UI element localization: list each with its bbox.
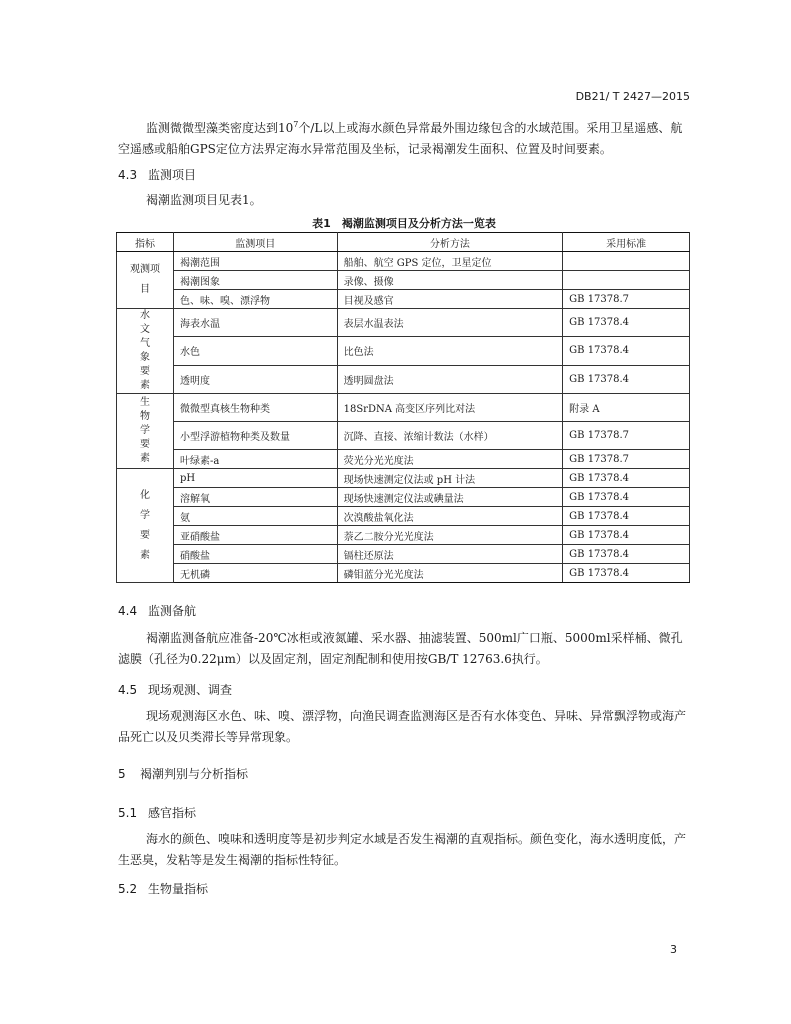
section-5-2-heading: 5.2 生物量指标 bbox=[118, 882, 209, 896]
table-row bbox=[117, 545, 690, 564]
method-cell: 现场快速测定仪法或 pH 计法 bbox=[337, 469, 563, 488]
category-cell: 化学要素 bbox=[117, 469, 174, 583]
item-cell: 硝酸盐 bbox=[173, 545, 337, 564]
standard-cell: GB 17378.4 bbox=[563, 488, 690, 507]
standard-cell: GB 17378.7 bbox=[563, 422, 690, 450]
table-row bbox=[117, 365, 690, 393]
standard-cell: GB 17378.4 bbox=[563, 564, 690, 583]
method-cell: 表层水温表法 bbox=[337, 309, 563, 337]
section-4-5-text: 现场观测海区水色、味、嗅、漂浮物，向渔民调查监测海区是否有水体变色、异味、异常飘浮物或海产品死亡以及贝类滞长等异常现象。 bbox=[118, 709, 687, 744]
section-4-3-heading: 4.3 监测项目 bbox=[118, 168, 197, 182]
document-code: DB21/ T 2427—2015 bbox=[575, 90, 690, 103]
table-row bbox=[117, 309, 690, 337]
item-cell: 褐潮图象 bbox=[173, 271, 337, 290]
item-cell: 褐潮范围 bbox=[173, 252, 337, 271]
table-row bbox=[117, 469, 690, 488]
method-cell: 录像、摄像 bbox=[337, 271, 563, 290]
item-cell: 透明度 bbox=[173, 365, 337, 393]
section-4-4-text: 褐潮监测备航应准备-20℃冰柜或液氮罐、采水器、抽滤装置、500ml广口瓶、5000ml采样桶、微孔滤膜（孔径为0.22μm）以及固定剂，固定剂配制和使用按GB/T 12763.6执行。 bbox=[118, 631, 683, 666]
section-5-1-heading: 5.1 感官指标 bbox=[118, 806, 197, 820]
intro-paragraph: 监测微微型藻类密度达到$10^7$个/L以上或海水颜色异常最外围边缘包含的水域范围。采用卫星遥感、航空遥感或船舶GPS定位方法界定海水异常范围及坐标，记录褐潮发生面积、位置及时间要素。 bbox=[118, 120, 683, 156]
method-cell: 沉降、直接、浓缩计数法（水样） bbox=[337, 422, 563, 450]
item-cell: 亚硝酸盐 bbox=[173, 526, 337, 545]
standard-cell bbox=[563, 252, 690, 271]
header-cell: 监测项目 bbox=[173, 233, 337, 252]
item-cell: 溶解氧 bbox=[173, 488, 337, 507]
table-row bbox=[117, 271, 690, 290]
table-row bbox=[117, 526, 690, 545]
method-cell: 透明圆盘法 bbox=[337, 365, 563, 393]
table-row bbox=[117, 290, 690, 309]
standard-cell: GB 17378.4 bbox=[563, 545, 690, 564]
standard-cell: GB 17378.4 bbox=[563, 365, 690, 393]
category-cell: 水文气象要素 bbox=[117, 309, 174, 394]
item-cell: 小型浮游植物种类及数量 bbox=[173, 422, 337, 450]
table-row bbox=[117, 252, 690, 271]
header-cell: 采用标准 bbox=[563, 233, 690, 252]
item-cell: 无机磷 bbox=[173, 564, 337, 583]
item-cell: 海表水温 bbox=[173, 309, 337, 337]
standard-cell: 附录 A bbox=[563, 394, 690, 422]
item-cell: 水色 bbox=[173, 337, 337, 365]
item-cell: pH bbox=[173, 469, 337, 488]
standard-cell: GB 17378.4 bbox=[563, 309, 690, 337]
category-cell: 生物学要素 bbox=[117, 394, 174, 469]
method-cell: 目视及感官 bbox=[337, 290, 563, 309]
table-row bbox=[117, 564, 690, 583]
table-row bbox=[117, 507, 690, 526]
standard-cell: GB 17378.7 bbox=[563, 290, 690, 309]
standard-cell: GB 17378.4 bbox=[563, 507, 690, 526]
header-cell: 分析方法 bbox=[337, 233, 563, 252]
table-title: 表1 褐潮监测项目及分析方法一览表 bbox=[312, 217, 496, 230]
standard-cell: GB 17378.7 bbox=[563, 450, 690, 469]
standard-cell: GB 17378.4 bbox=[563, 337, 690, 365]
section-5-heading: 5 褐潮判别与分析指标 bbox=[118, 767, 249, 781]
method-cell: 比色法 bbox=[337, 337, 563, 365]
table-row bbox=[117, 450, 690, 469]
method-cell: 萘乙二胺分光光度法 bbox=[337, 526, 563, 545]
item-cell: 微微型真核生物种类 bbox=[173, 394, 337, 422]
standard-cell bbox=[563, 271, 690, 290]
table-row bbox=[117, 394, 690, 422]
method-cell: 次溴酸盐氧化法 bbox=[337, 507, 563, 526]
table-row bbox=[117, 337, 690, 365]
table-header-row bbox=[117, 233, 690, 252]
standard-cell: GB 17378.4 bbox=[563, 469, 690, 488]
method-cell: 镉柱还原法 bbox=[337, 545, 563, 564]
method-cell: 现场快速测定仪法或碘量法 bbox=[337, 488, 563, 507]
item-cell: 叶绿素-a bbox=[173, 450, 337, 469]
standard-cell: GB 17378.4 bbox=[563, 526, 690, 545]
method-cell: 船舶、航空 GPS 定位，卫星定位 bbox=[337, 252, 563, 271]
item-cell: 氨 bbox=[173, 507, 337, 526]
section-4-4-heading: 4.4 监测备航 bbox=[118, 604, 197, 618]
section-4-5-heading: 4.5 现场观测、调查 bbox=[118, 683, 233, 697]
header-cell: 指标 bbox=[117, 233, 174, 252]
method-cell: 18SrDNA 高变区序列比对法 bbox=[337, 394, 563, 422]
method-cell: 荧光分光光度法 bbox=[337, 450, 563, 469]
table-row bbox=[117, 488, 690, 507]
item-cell: 色、味、嗅、漂浮物 bbox=[173, 290, 337, 309]
method-cell: 磷钼蓝分光光度法 bbox=[337, 564, 563, 583]
category-cell: 观测项目 bbox=[117, 252, 174, 309]
section-4-3-text: 褐潮监测项目见表1。 bbox=[146, 193, 262, 207]
section-5-1-text: 海水的颜色、嗅味和透明度等是初步判定水域是否发生褐潮的直观指标。颜色变化，海水透明度低，产生恶臭，发粘等是发生褐潮的指标性特征。 bbox=[118, 832, 687, 867]
table-row bbox=[117, 422, 690, 450]
monitoring-table bbox=[116, 232, 690, 583]
page-number: 3 bbox=[670, 943, 677, 956]
